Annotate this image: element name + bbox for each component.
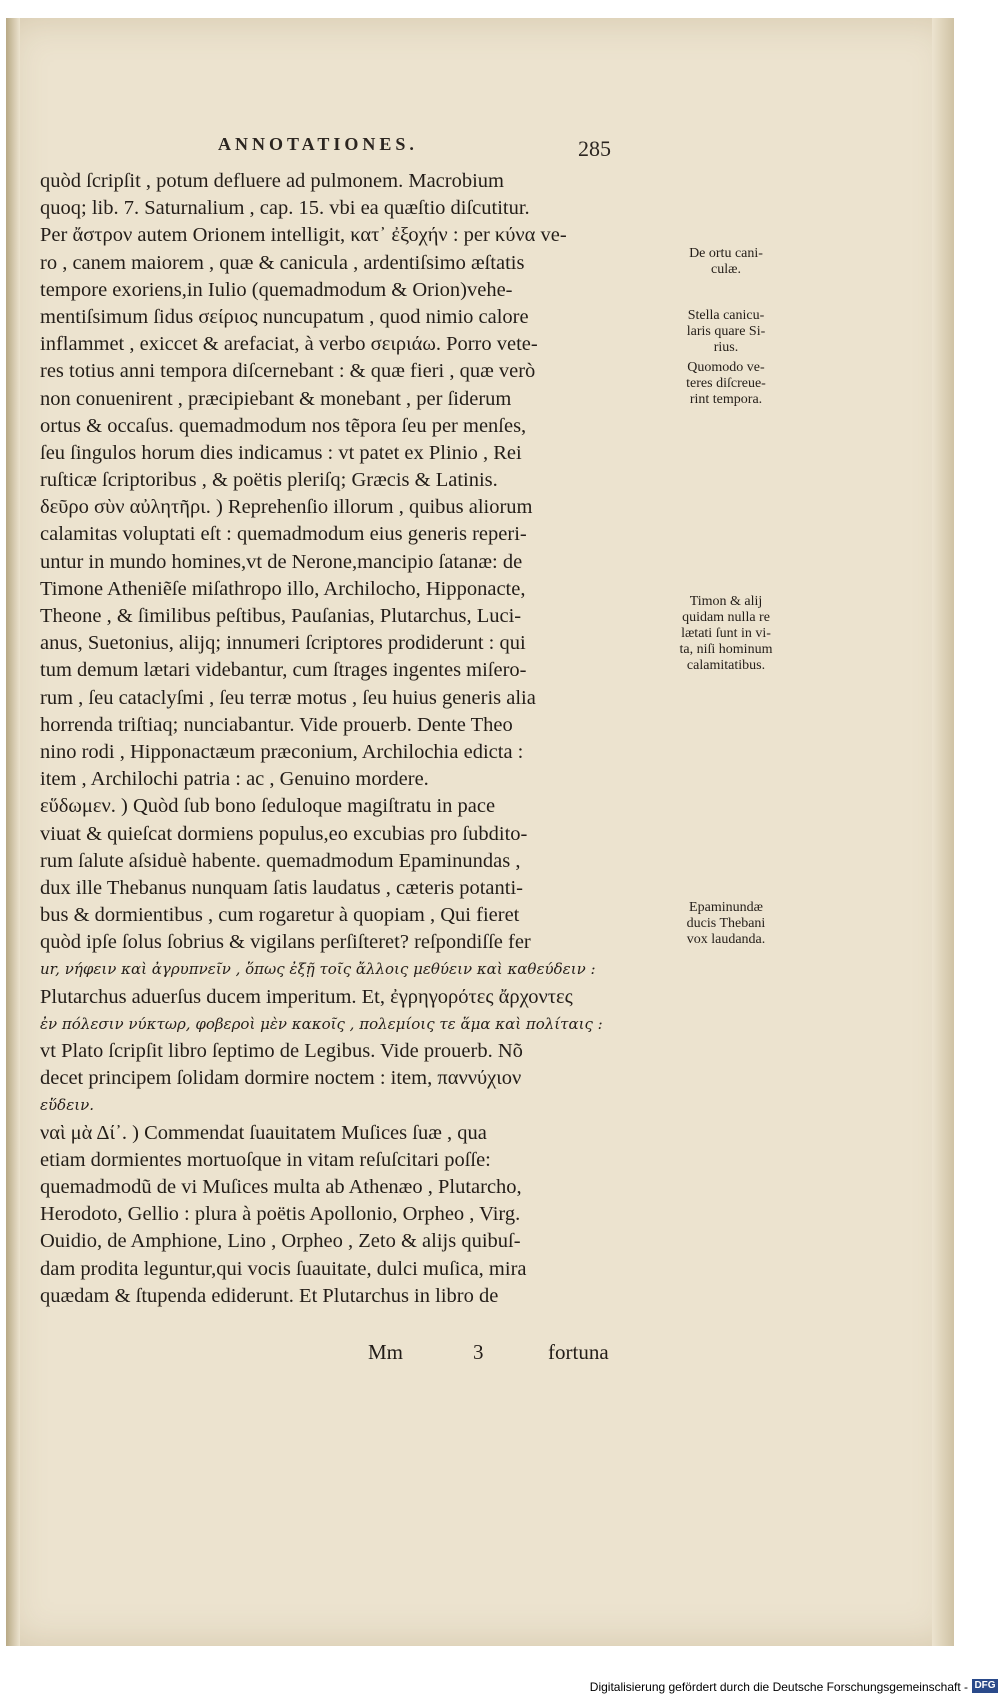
marginal-note [652, 246, 800, 278]
signature-letters: Mm [368, 1340, 404, 1364]
signature-number: 3 [473, 1340, 484, 1364]
text-line: Herodoto, Gellio : plura à poëtis Apollonio, Orpheo , Virg. [40, 1203, 521, 1226]
text-line: εὕδωμεν. ) Quòd ſub bono ſeduloque magiſtratu in pace [40, 795, 496, 818]
catchword: fortuna [548, 1340, 609, 1364]
marginal-line: ducis Thebani [686, 916, 766, 931]
text-line: mentiſsimum ſidus σείριος nuncupatum , quod nimio calore [40, 305, 529, 328]
text-line: horrenda triſtiaq; nunciabantur. Vide prouerb. Dente Theo [40, 713, 513, 736]
marginal-line: Timon & alij [689, 594, 763, 609]
text-line: bus & dormientibus , cum rogaretur à quopiam , Qui fieret [40, 904, 520, 927]
text-line: etiam dormientes mortuoſque in vitam reſuſcitari poſſe: [40, 1148, 491, 1171]
marginal-note [652, 900, 800, 948]
text-line: ortus & occaſus. quemadmodum nos tẽpora ſeu per menſes, [40, 414, 527, 437]
dfg-logo: DFG [972, 1679, 998, 1693]
text-line: Per ἄστρον autem Orionem intelligit, κατ᾽ ἐξοχήν : per κύνα ve- [40, 224, 567, 247]
digitization-footer [0, 1674, 1000, 1700]
text-line: viuat & quieſcat dormiens populus,eo excubias pro ſubdito- [40, 822, 528, 845]
marginal-line: rius. [713, 340, 739, 355]
marginal-note [652, 594, 800, 674]
text-line: rum ſalute aſsiduè habente. quemadmodum Epaminundas , [40, 849, 521, 872]
text-line: ναὶ μὰ Δί᾽. ) Commendat ſuauitatem Muſices ſuæ , qua [40, 1121, 487, 1144]
page-edge-shadow [932, 18, 954, 1646]
marginal-line: quidam nulla re [682, 610, 770, 625]
text-line: dam prodita leguntur,qui vocis ſuauitate, dulci muſica, mira [40, 1257, 527, 1280]
text-line: untur in mundo homines,vt de Nerone,mancipio ſatanæ: de [40, 550, 523, 573]
marginal-line: Stella canicu- [687, 308, 765, 323]
text-line: ro , canem maiorem , quæ & canicula , ardentiſsimo æſtatis [40, 251, 525, 274]
footer-credit: Digitalisierung gefördert durch die Deutsche Forschungsgemeinschaft - [589, 1680, 968, 1694]
text-line: Plutarchus aduerſus ducem imperitum. Et, ἐγρηγορότες ἄρχοντες [40, 985, 573, 1008]
text-line: ur, νήφειν καὶ ἀγρυπνεῖν , ὅπως ἐξῇ τοῖς ἄλλοις μεθύειν καὶ καθεύδειν : [40, 960, 596, 979]
marginal-line: lætati ſunt in vi- [681, 626, 771, 641]
text-line: quòd ipſe ſolus ſobrius & vigilans perſiſteret? reſpondiſſe fer [40, 931, 531, 954]
text-line: nino rodi , Hipponactæum præconium, Archilochia edicta : [40, 740, 524, 763]
text-line: tempore exoriens,in Iulio (quemadmodum & Orion)vehe- [40, 278, 513, 301]
marginal-line: teres diſcreue- [686, 376, 766, 391]
marginal-line: De ortu cani- [689, 246, 763, 261]
text-line: δεῦρο σὺν αὐλητῆρι. ) Reprehenſio illorum , quibus aliorum [40, 496, 533, 519]
marginal-line: calamitatibus. [686, 658, 766, 673]
marginal-line: ta, niſi hominum [679, 642, 773, 657]
marginal-line: vox laudanda. [686, 932, 766, 947]
text-line: tum demum lætari videbantur, cum ſtrages ingentes miſero- [40, 659, 527, 682]
text-line: res totius anni tempora diſcernebant : & quæ fieri , quæ verò [40, 360, 536, 383]
text-line: non conuenirent , præcipiebant & monebant , per ſiderum [40, 387, 512, 410]
text-line: quòd ſcripſit , potum defluere ad pulmonem. Macrobium [40, 170, 504, 192]
text-line: anus, Suetonius, alijq; innumeri ſcriptores prodiderunt : qui [40, 632, 526, 655]
text-line: inflammet , exiccet & arefaciat, à verbo σειριάω. Porro vete- [40, 333, 538, 356]
text-line: Ouidio, de Amphione, Lino , Orpheo , Zeto & alijs quibuſ- [40, 1230, 521, 1253]
text-line: εὕδειν. [40, 1096, 95, 1115]
text-line: ruſticæ ſcriptoribus , & poëtis pleriſq; Græcis & Latinis. [40, 469, 498, 492]
text-line: quoq; lib. 7. Saturnalium , cap. 15. vbi ea quæſtio diſcutitur. [40, 197, 530, 220]
text-line: calamitas voluptati eſt : quemadmodum eius generis reperi- [40, 523, 527, 546]
marginal-line: laris quare Si- [686, 324, 766, 339]
text-line: decet principem ſolidam dormire noctem : item, παννύχιον [40, 1067, 522, 1090]
body-text [40, 168, 640, 1310]
text-line: ἐν πόλεσιν νύκτωρ, φοβεροὶ μὲν κακοῖς , πολεμίοις τε ἅμα καὶ πολίταις : [40, 1014, 603, 1033]
text-line: quædam & ſtupenda ediderunt. Et Plutarchus in libro de [40, 1284, 499, 1307]
text-line: Theone , & ſimilibus peſtibus, Pauſanias, Plutarchus, Luci- [40, 605, 522, 627]
text-line: quemadmodũ de vi Muſices multa ab Athenæo , Plutarcho, [40, 1175, 522, 1198]
marginal-line: rint tempora. [689, 392, 763, 407]
text-line: rum , ſeu cataclyſmi , ſeu terræ motus , ſeu huius generis alia [40, 686, 536, 709]
marginal-note [652, 360, 800, 408]
text-line: item , Archilochi patria : ac , Genuino mordere. [40, 768, 429, 791]
marginal-line: Quomodo ve- [687, 360, 765, 375]
text-line: dux ille Thebanus nunquam ſatis laudatus , cæteris potanti- [40, 876, 523, 899]
signature-mark [368, 1340, 484, 1365]
text-line: vt Plato ſcripſit libro ſeptimo de Legibus. Vide prouerb. Nõ [40, 1040, 523, 1062]
text-line: Timone Atheniẽſe miſathropo illo, Archilocho, Hipponacte, [40, 577, 526, 600]
marginal-note [652, 308, 800, 356]
marginal-line: culæ. [711, 262, 741, 277]
page-number: 285 [578, 136, 611, 161]
page-gutter-shadow [6, 18, 20, 1646]
text-line: ſeu ſingulos horum dies indicamus : vt patet ex Plinio , Rei [40, 441, 522, 464]
marginal-line: Epaminundæ [689, 900, 763, 915]
running-head: ANNOTATIONES. [218, 134, 418, 154]
